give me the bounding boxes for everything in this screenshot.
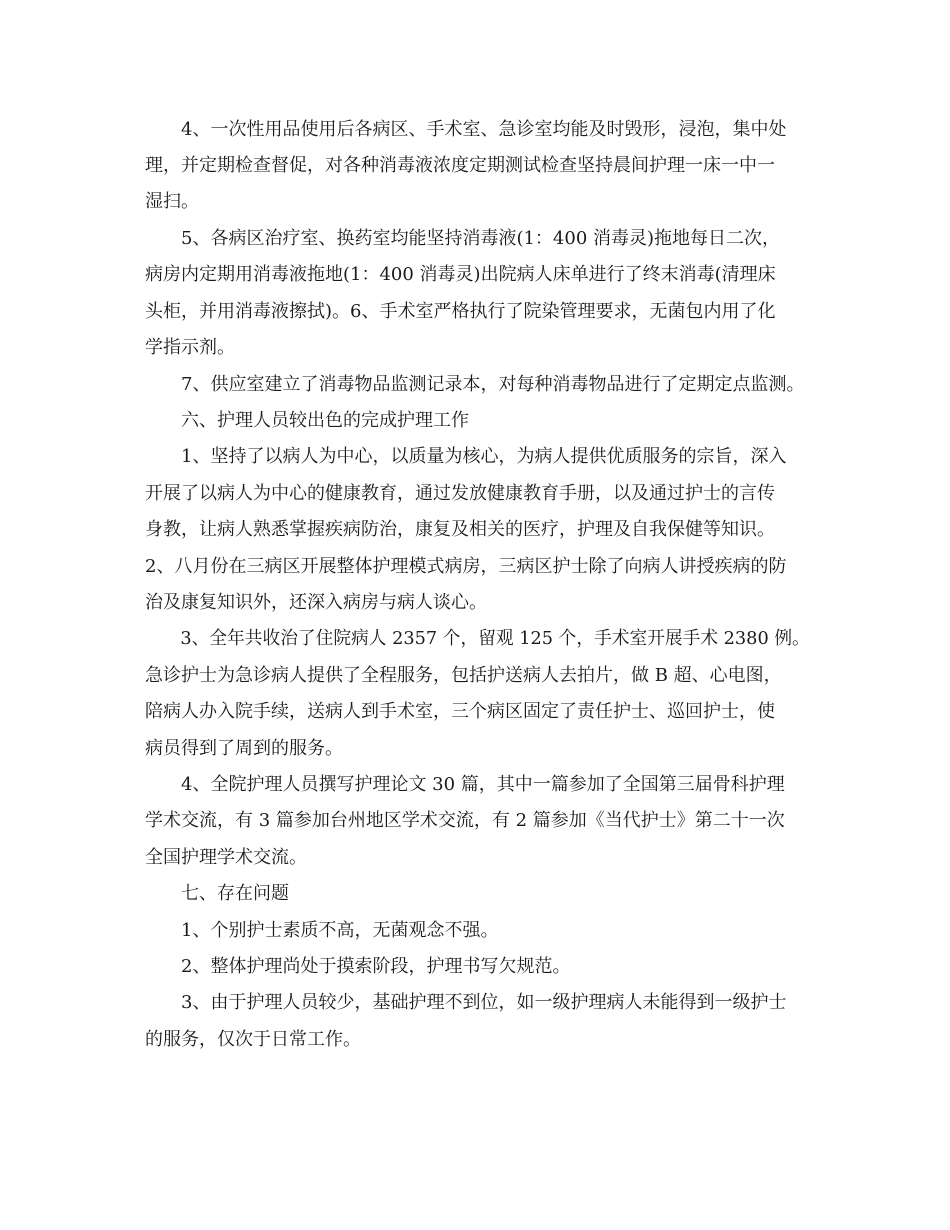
text-line: 5、各病区治疗室、换药室均能坚持消毒液(1：400 消毒灵)拖地每日二次， — [145, 228, 781, 249]
text-line: 湿扫。 — [145, 191, 199, 212]
text-line: 理，并定期检查督促，对各种消毒液浓度定期测试检查坚持晨间护理一床一中一 — [145, 155, 775, 176]
text-line: 2、八月份在三病区开展整体护理模式病房，三病区护士除了向病人讲授疾病的防 — [145, 556, 787, 577]
text-line: 1、个别护士素质不高，无菌观念不强。 — [145, 920, 499, 941]
section-heading: 七、存在问题 — [145, 883, 289, 904]
text-line: 7、供应室建立了消毒物品监测记录本，对每种消毒物品进行了定期定点监测。 — [145, 374, 805, 395]
text-line: 学术交流，有 3 篇参加台州地区学术交流，有 2 篇参加《当代护士》第二十一次 — [145, 810, 785, 831]
text-line: 4、一次性用品使用后各病区、手术室、急诊室均能及时毁形，浸泡，集中处 — [145, 119, 787, 140]
text-line: 2、整体护理尚处于摸索阶段，护理书写欠规范。 — [145, 956, 571, 977]
text-line: 病房内定期用消毒液拖地(1：400 消毒灵)出院病人床单进行了终末消毒(清理床 — [145, 264, 776, 285]
text-line: 陪病人办入院手续，送病人到手术室，三个病区固定了责任护士、巡回护士，使 — [145, 701, 775, 722]
text-line: 急诊护士为急诊病人提供了全程服务，包括护送病人去拍片，做 B 超、心电图， — [145, 665, 782, 686]
section-heading: 六、护理人员较出色的完成护理工作 — [145, 410, 469, 431]
text-line: 病员得到了周到的服务。 — [145, 738, 343, 759]
text-line: 身教，让病人熟悉掌握疾病防治，康复及相关的医疗，护理及自我保健等知识。 — [145, 519, 775, 540]
text-line: 头柜，并用消毒液擦拭)。6、手术室严格执行了院染管理要求，无菌包内用了化 — [145, 301, 776, 322]
text-line: 1、坚持了以病人为中心，以质量为核心，为病人提供优质服务的宗旨，深入 — [145, 446, 787, 467]
text-line: 的服务，仅次于日常工作。 — [145, 1029, 361, 1050]
text-line: 4、全院护理人员撰写护理论文 30 篇，其中一篇参加了全国第三届骨科护理 — [145, 774, 785, 795]
text-line: 3、全年共收治了住院病人 2357 个，留观 125 个，手术室开展手术 2380 例。 — [145, 628, 810, 649]
text-line: 学指示剂。 — [145, 337, 235, 358]
text-line: 治及康复知识外，还深入病房与病人谈心。 — [145, 592, 487, 613]
text-line: 开展了以病人为中心的健康教育，通过发放健康教育手册，以及通过护士的言传 — [145, 483, 775, 504]
text-line: 3、由于护理人员较少，基础护理不到位，如一级护理病人未能得到一级护士 — [145, 992, 787, 1013]
text-line: 全国护理学术交流。 — [145, 847, 307, 868]
